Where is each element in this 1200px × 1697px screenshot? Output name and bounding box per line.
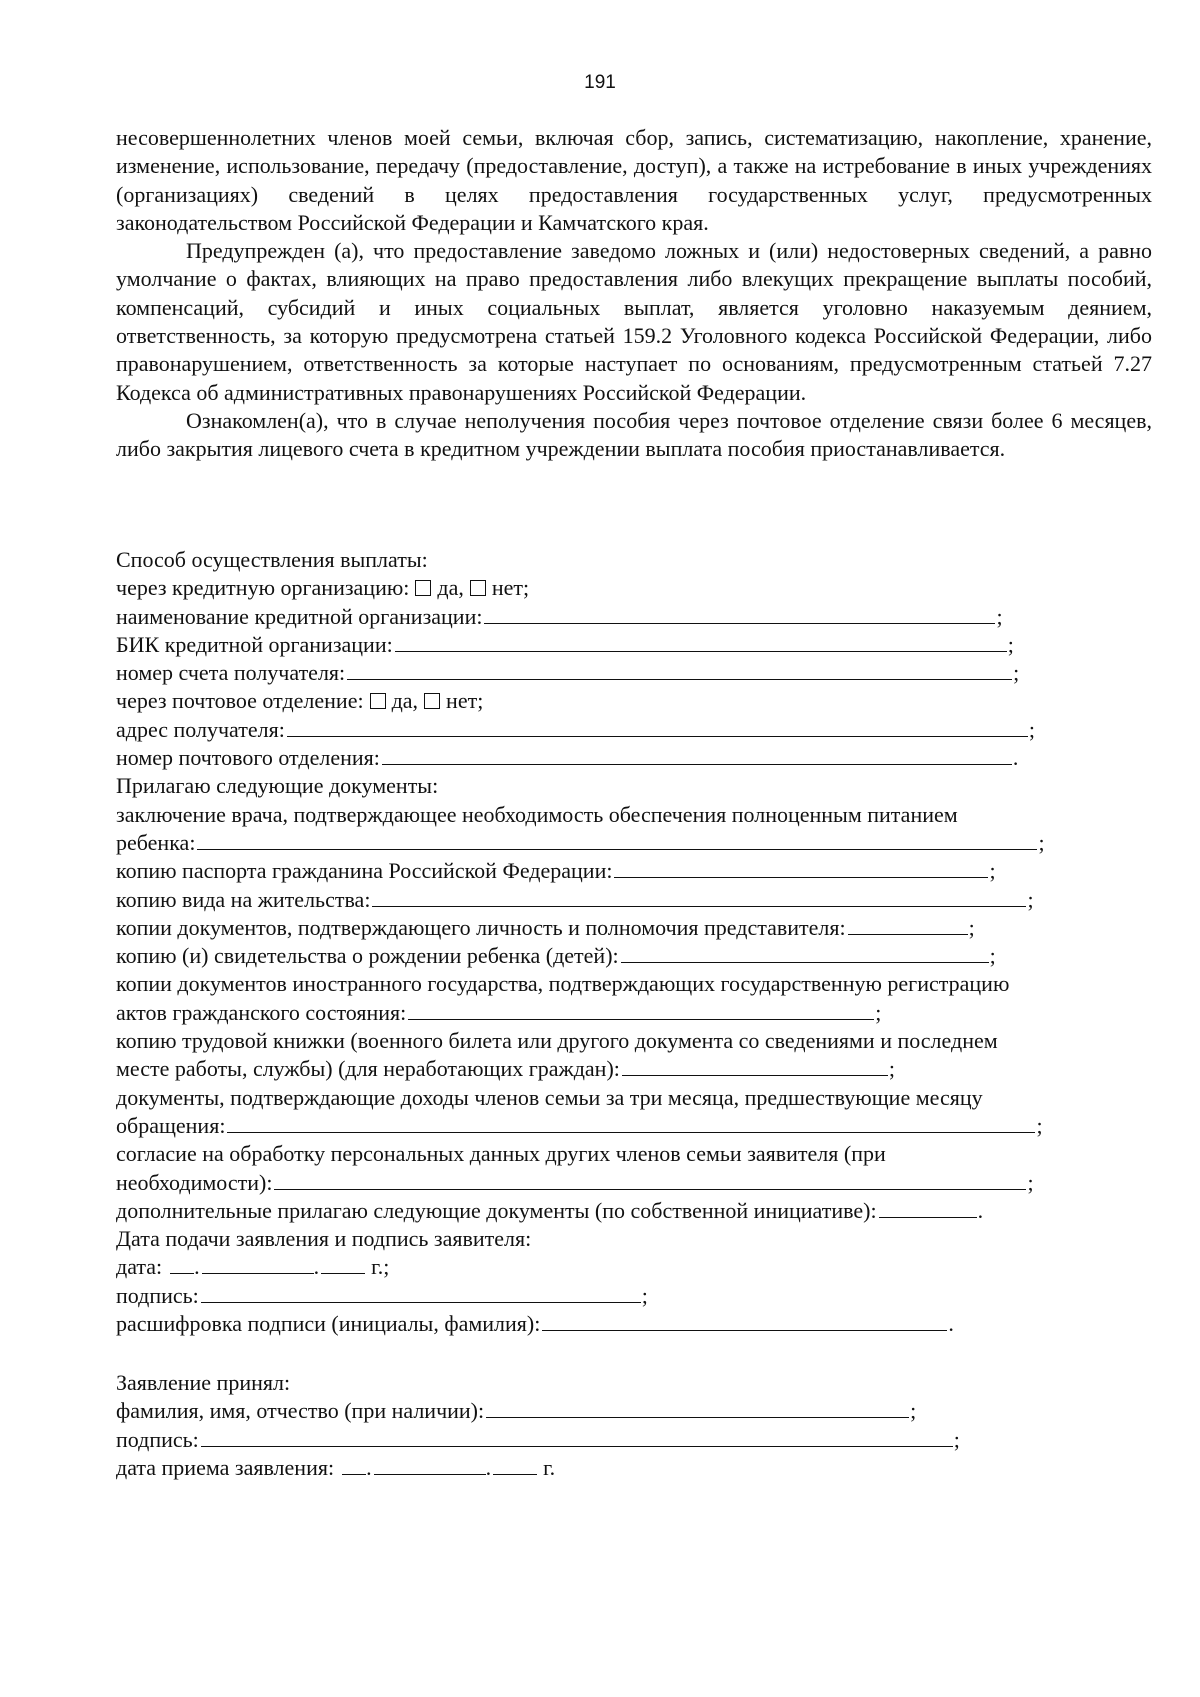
consent-row: необходимости): ;	[116, 1169, 1034, 1195]
additional-docs-row: дополнительные прилагаю следующие документы (по собственной инициативе): .	[116, 1197, 984, 1223]
passport-field[interactable]	[614, 859, 988, 878]
signature-heading: Дата подачи заявления и подпись заявителя:	[116, 1226, 532, 1252]
foreign-docs-field[interactable]	[408, 1001, 874, 1020]
address-field[interactable]	[287, 718, 1028, 737]
submission-date-row: дата: . . г.;	[116, 1254, 390, 1280]
acceptance-date-row: дата приема заявления: . . г.	[116, 1454, 556, 1480]
income-docs-line-1: документы, подтверждающие доходы членов семьи за три месяца, предшествующие месяцу	[116, 1084, 983, 1110]
birth-certificate-field[interactable]	[621, 944, 989, 963]
post-office-choice: через почтовое отделение: да, нет;	[116, 688, 484, 714]
address-row: адрес получателя: ;	[116, 716, 1035, 742]
documents-heading: Прилагаю следующие документы:	[116, 773, 439, 799]
acceptor-fio-field[interactable]	[486, 1399, 909, 1418]
foreign-docs-row: актов гражданского состояния: ;	[116, 999, 882, 1025]
work-book-line-1: копию трудовой книжки (военного билета или другого документа со сведениями и последнем	[116, 1028, 998, 1054]
paragraph-consent-continuation: несовершеннолетних членов моей семьи, включая сбор, запись, систематизацию, накопление, хранение, изменение, использование, передачу (предоставление, доступ), а также на истребование в иных учреждениях (организациях) сведений в целях предоставления государственных услуг, предусмотренных законодательством Российской Федерации и Камчатского края.	[116, 125, 1152, 235]
passport-row: копию паспорта гражданина Российской Федерации: ;	[116, 858, 996, 884]
work-book-row: месте работы, службы) (для неработающих граждан): ;	[116, 1056, 896, 1082]
post-office-yes-checkbox[interactable]	[370, 693, 386, 709]
submission-year-field[interactable]	[321, 1255, 365, 1274]
representative-docs-row: копии документов, подтверждающего личность и полномочия представителя: ;	[116, 914, 975, 940]
acceptance-day-field[interactable]	[342, 1456, 366, 1475]
credit-org-yes-checkbox[interactable]	[415, 580, 431, 596]
credit-org-no-checkbox[interactable]	[470, 580, 486, 596]
applicant-signature-field[interactable]	[201, 1284, 641, 1303]
paragraph-acknowledgement: Ознакомлен(а), что в случае неполучения пособия через почтовое отделение связи более 6 месяцев, либо закрытия лицевого счета в кредитном учреждении выплата пособия приостанавливается.	[116, 407, 1152, 462]
consent-line-1: согласие на обработку персональных данных других членов семьи заявителя (при	[116, 1141, 886, 1167]
representative-docs-field[interactable]	[848, 916, 968, 935]
account-row: номер счета получателя: ;	[116, 660, 1020, 686]
birth-certificate-row: копию (и) свидетельства о рождении ребенка (детей): ;	[116, 943, 996, 969]
post-number-row: номер почтового отделения: .	[116, 745, 1019, 771]
signature-decode-row: расшифровка подписи (инициалы, фамилия): .	[116, 1311, 954, 1337]
payment-heading: Способ осуществления выплаты:	[116, 547, 428, 572]
applicant-signature-row: подпись: ;	[116, 1282, 648, 1308]
doctor-conclusion-line-1: заключение врача, подтверждающее необходимость обеспечения полноценным питанием	[116, 801, 958, 827]
bik-row: БИК кредитной организации: ;	[116, 631, 1014, 657]
acceptance-year-field[interactable]	[493, 1456, 537, 1475]
submission-day-field[interactable]	[170, 1255, 194, 1274]
doctor-conclusion-field[interactable]	[197, 831, 1037, 850]
residence-permit-field[interactable]	[372, 888, 1026, 907]
work-book-field[interactable]	[622, 1057, 888, 1076]
income-docs-row: обращения: ;	[116, 1112, 1043, 1138]
credit-org-name-row: наименование кредитной организации: ;	[116, 603, 1003, 629]
credit-org-name-field[interactable]	[484, 605, 995, 624]
post-number-field[interactable]	[382, 746, 1012, 765]
acceptance-block	[116, 1369, 1116, 1482]
post-office-no-checkbox[interactable]	[424, 693, 440, 709]
accepted-heading: Заявление принял:	[116, 1370, 291, 1395]
income-docs-field[interactable]	[227, 1114, 1035, 1133]
application-form	[116, 546, 1116, 1338]
account-field[interactable]	[347, 661, 1012, 680]
acceptor-signature-field[interactable]	[201, 1428, 953, 1447]
acceptor-signature-row: подпись: ;	[116, 1426, 960, 1452]
acceptor-fio-row: фамилия, имя, отчество (при наличии): ;	[116, 1398, 917, 1424]
additional-docs-field[interactable]	[879, 1199, 977, 1218]
bik-field[interactable]	[395, 633, 1007, 652]
acceptance-month-field[interactable]	[374, 1456, 486, 1475]
signature-decode-field[interactable]	[542, 1312, 947, 1331]
foreign-docs-line-1: копии документов иностранного государства, подтверждающих государственную регистрацию	[116, 971, 1010, 997]
residence-permit-row: копию вида на жительства: ;	[116, 886, 1034, 912]
consent-field[interactable]	[274, 1171, 1026, 1190]
paragraph-warning: Предупрежден (а), что предоставление заведомо ложных и (или) недостоверных сведений, а равно умолчание о фактах, влияющих на право предоставления либо влекущих прекращение выплаты пособий, компенсаций, субсидий и иных социальных выплат, является уголовно наказуемым деянием, ответственность, за которую предусмотрена статьей 159.2 Уголовного кодекса Российской Федерации, либо правонарушением, ответственность за которые наступает по основаниям, предусмотренным статьей 7.27 Кодекса об административных правонарушениях Российской Федерации.	[116, 238, 1152, 405]
document-body	[116, 124, 1152, 464]
credit-org-choice: через кредитную организацию: да, нет;	[116, 575, 530, 601]
submission-month-field[interactable]	[202, 1255, 314, 1274]
doctor-conclusion-row: ребенка: ;	[116, 829, 1045, 855]
page-number: 191	[584, 72, 616, 93]
